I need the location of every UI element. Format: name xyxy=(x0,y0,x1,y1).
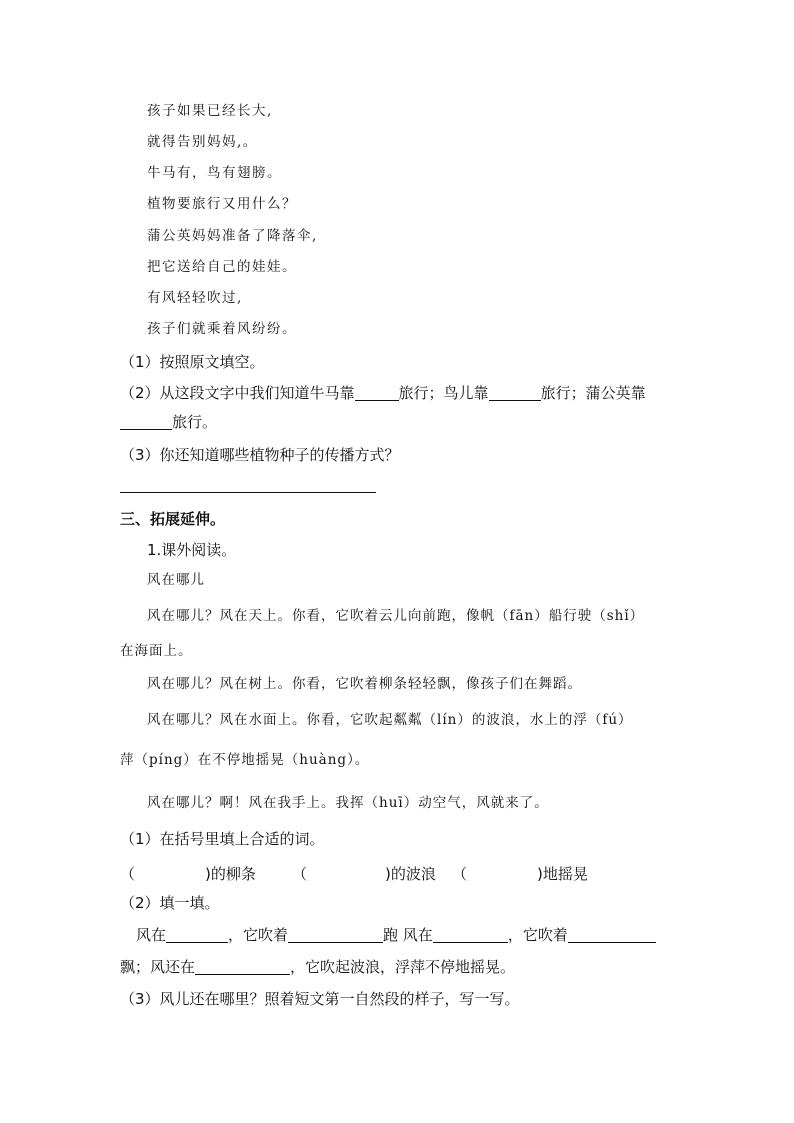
question-2 xyxy=(120,384,646,402)
answer-blank[interactable] xyxy=(355,386,399,401)
answer-blank[interactable] xyxy=(166,928,228,943)
answer-blank[interactable] xyxy=(433,928,508,943)
poem-line-3: 牛马有，鸟有翅膀。 xyxy=(147,165,282,181)
sub-question-1: （1）在括号里填上合适的词。 xyxy=(120,830,325,848)
fill-text: 飘；风还在 xyxy=(120,958,196,976)
fill-text: ，它吹着 xyxy=(507,926,568,944)
open-paren: （ xyxy=(452,865,468,883)
fill-item-willow[interactable]: )的柳条 xyxy=(205,865,256,883)
poem-line-7: 有风轻轻吹过, xyxy=(147,290,243,306)
story-paragraph-3-continued: 萍（píng）在不停地摇晃（huàng）。 xyxy=(120,752,370,768)
answer-blank[interactable] xyxy=(288,928,383,943)
question-1: （1）按照原文填空。 xyxy=(120,353,265,371)
question-2-text-b: 旅行；鸟儿靠 xyxy=(398,384,489,402)
story-paragraph-1: 风在哪儿？风在天上。你看，它吹着云儿向前跑，像帆（fān）船行驶（shǐ） xyxy=(147,608,645,624)
section-heading: 三、拓展延伸。 xyxy=(120,510,226,528)
poem-line-8: 孩子们就乘着风纷纷。 xyxy=(147,321,297,337)
fill-text: 跑 风在 xyxy=(383,926,433,944)
poem-line-5: 蒲公英妈妈准备了降落伞, xyxy=(147,228,318,244)
question-2-text-d: 旅行。 xyxy=(172,413,218,431)
question-2-text-c: 旅行；蒲公英靠 xyxy=(540,384,646,402)
fill-text: ，它吹起波浪，浮萍不停地摇晃。 xyxy=(290,958,516,976)
sub-question-2-line-1 xyxy=(136,926,656,944)
fill-text: ，它吹着 xyxy=(228,926,289,944)
answer-line[interactable] xyxy=(120,492,376,493)
story-paragraph-3: 风在哪儿？风在水面上。你看，它吹起粼粼（lín）的波浪，水上的浮（fú） xyxy=(147,712,633,728)
poem-line-6: 把它送给自己的娃娃。 xyxy=(147,259,297,275)
question-2-continued xyxy=(120,413,217,431)
fill-text: 风在 xyxy=(136,926,167,944)
fill-item-sway[interactable]: )地摇晃 xyxy=(537,865,588,883)
poem-line-4: 植物要旅行又用什么？ xyxy=(147,196,297,212)
poem-line-2: 就得告别妈妈,。 xyxy=(147,134,258,150)
subsection-heading: 1.课外阅读。 xyxy=(147,541,237,559)
open-paren: （ xyxy=(292,865,308,883)
poem-line-1: 孩子如果已经长大, xyxy=(147,103,273,119)
sub-question-2-line-2 xyxy=(120,958,515,976)
question-3: （3）你还知道哪些植物种子的传播方式？ xyxy=(120,446,400,464)
answer-blank[interactable] xyxy=(489,386,541,401)
sub-question-2: （2）填一填。 xyxy=(120,894,220,912)
story-paragraph-1-continued: 在海面上。 xyxy=(120,643,193,659)
answer-blank[interactable] xyxy=(195,960,290,975)
story-paragraph-4: 风在哪儿？啊！风在我手上。我挥（huī）动空气，风就来了。 xyxy=(147,795,549,811)
fill-item-waves[interactable]: )的波浪 xyxy=(385,865,436,883)
story-title: 风在哪儿 xyxy=(147,572,205,588)
answer-blank[interactable] xyxy=(568,928,656,943)
story-paragraph-2: 风在哪儿？风在树上。你看，它吹着柳条轻轻飘，像孩子们在舞蹈。 xyxy=(147,676,582,692)
answer-blank[interactable] xyxy=(120,415,172,430)
question-2-text-a: （2）从这段文字中我们知道牛马靠 xyxy=(120,384,355,402)
sub-question-3: （3）风儿还在哪里？照着短文第一自然段的样子，写一写。 xyxy=(120,990,520,1008)
open-paren: （ xyxy=(120,865,136,883)
